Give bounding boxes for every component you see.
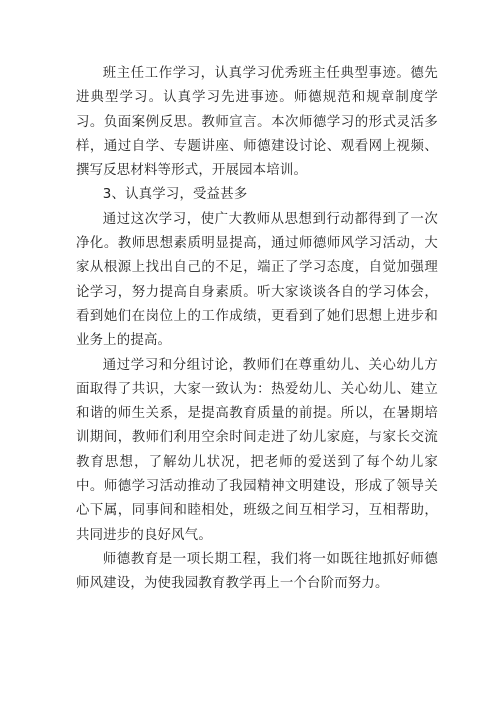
section-heading-3: 3、认真学习，受益甚多 — [102, 187, 248, 203]
paragraph-study-results: 通过这次学习，使广大教师从思想到行动都得到了一次净化。教师思想素质明显提高，通过师德师风学习活动，大家从根源上找出自己的不足，端正了学习态度，自觉加强理论学习，努力提高自身素质。听大家谈谈各自的学习体会，看到她们在岗位上的工作成绩，更看到了她们思想上进步和业务上的提高。 — [76, 211, 438, 349]
document-body — [76, 62, 438, 597]
paragraph-training-content: 班主任工作学习，认真学习优秀班主任典型事迹。德先进典型学习。认真学习先进事迹。师德规范和规章制度学习。负面案例反思。教师宣言。本次师德学习的形式灵活多样，通过自学、专题讲座、师德建设讨论、观看网上视频、撰写反思材料等形式，开展园本培训。 — [76, 66, 438, 179]
paragraph-conclusion: 师德教育是一项长期工程，我们将一如既往地抓好师德师风建设，为使我园教育教学再上一个台阶而努力。 — [76, 551, 438, 592]
paragraph-group-discussion: 通过学习和分组讨论，教师们在尊重幼儿、关心幼儿方面取得了共识，大家一致认为：热爱幼儿、关心幼儿、建立和谐的师生关系，是提高教育质量的前提。所以，在暑期培训期间，教师们利用空余时间走进了幼儿家庭，与家长交流教育思想，了解幼儿状况，把老师的爱送到了每个幼儿家中。师德学习活动推动了我园精神文明建设，形成了领导关心下属，同事间和睦相处，班级之间互相学习，互相帮助，共同进步的良好风气。 — [76, 357, 438, 543]
